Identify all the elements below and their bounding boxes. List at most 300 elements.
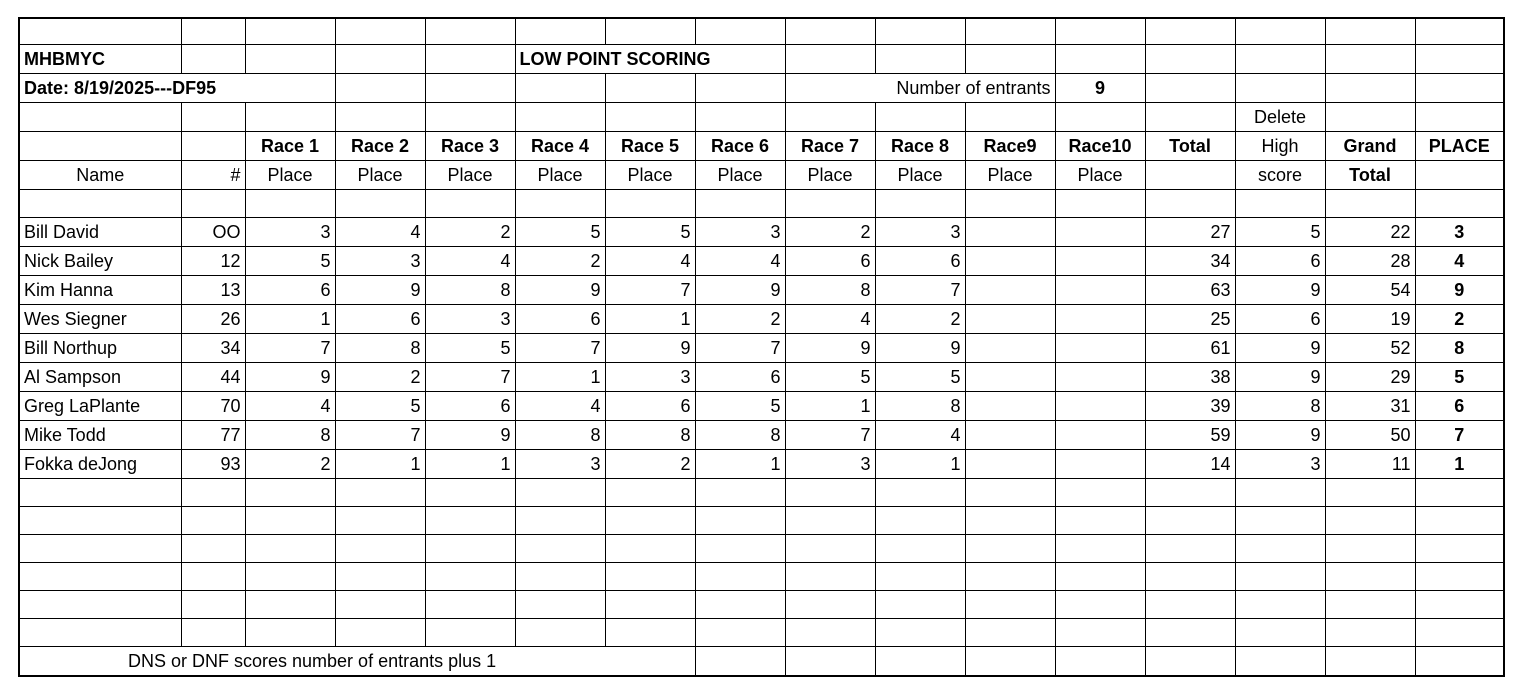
cell[interactable] <box>19 131 181 160</box>
cell[interactable] <box>695 618 785 646</box>
final-place[interactable]: 9 <box>1415 275 1504 304</box>
cell[interactable] <box>1055 646 1145 676</box>
cell[interactable] <box>335 590 425 618</box>
cell[interactable] <box>605 102 695 131</box>
sailor-name[interactable]: Nick Bailey <box>19 246 181 275</box>
cell[interactable] <box>181 534 245 562</box>
cell[interactable] <box>785 590 875 618</box>
place-subheader[interactable]: Place <box>425 160 515 189</box>
cell[interactable] <box>1415 646 1504 676</box>
final-place[interactable]: 3 <box>1415 217 1504 246</box>
cell[interactable] <box>1235 506 1325 534</box>
delete-high-score[interactable]: 5 <box>1235 217 1325 246</box>
cell[interactable] <box>1145 189 1235 217</box>
cell[interactable] <box>875 562 965 590</box>
race-header[interactable]: Race 4 <box>515 131 605 160</box>
cell[interactable] <box>1415 506 1504 534</box>
place-subheader[interactable]: Place <box>245 160 335 189</box>
cell[interactable] <box>695 478 785 506</box>
cell[interactable] <box>1145 646 1235 676</box>
cell[interactable] <box>1145 478 1235 506</box>
race-place[interactable]: 4 <box>425 246 515 275</box>
cell[interactable] <box>515 506 605 534</box>
cell[interactable] <box>1235 189 1325 217</box>
cell[interactable] <box>695 590 785 618</box>
cell[interactable] <box>785 562 875 590</box>
cell[interactable] <box>515 73 605 102</box>
sailor-name[interactable]: Kim Hanna <box>19 275 181 304</box>
number-header[interactable]: # <box>181 160 245 189</box>
race-place[interactable]: 6 <box>605 391 695 420</box>
race-header[interactable]: Race10 <box>1055 131 1145 160</box>
cell[interactable] <box>605 618 695 646</box>
cell[interactable] <box>1055 506 1145 534</box>
cell[interactable] <box>245 534 335 562</box>
name-header[interactable]: Name <box>19 160 181 189</box>
race-place[interactable] <box>1055 449 1145 478</box>
race-place[interactable]: 8 <box>695 420 785 449</box>
sailor-name[interactable]: Wes Siegner <box>19 304 181 333</box>
race-place[interactable]: 6 <box>785 246 875 275</box>
grand-header-line-2[interactable]: Total <box>1325 160 1415 189</box>
cell[interactable] <box>245 102 335 131</box>
race-place[interactable]: 5 <box>605 217 695 246</box>
race-place[interactable]: 9 <box>785 333 875 362</box>
cell[interactable] <box>695 562 785 590</box>
place-subheader[interactable]: Place <box>875 160 965 189</box>
cell[interactable] <box>1235 618 1325 646</box>
cell[interactable] <box>515 590 605 618</box>
cell[interactable] <box>515 534 605 562</box>
cell[interactable] <box>425 534 515 562</box>
race-place[interactable]: 1 <box>425 449 515 478</box>
race-place[interactable]: 1 <box>335 449 425 478</box>
cell[interactable] <box>335 534 425 562</box>
race-place[interactable]: 4 <box>785 304 875 333</box>
cell[interactable] <box>695 18 785 44</box>
cell[interactable] <box>1145 534 1235 562</box>
cell[interactable] <box>335 562 425 590</box>
sailor-name[interactable]: Greg LaPlante <box>19 391 181 420</box>
cell[interactable] <box>515 102 605 131</box>
cell[interactable] <box>19 506 181 534</box>
race-place[interactable]: 2 <box>605 449 695 478</box>
race-place[interactable]: 7 <box>245 333 335 362</box>
race-place[interactable]: 5 <box>515 217 605 246</box>
total-score[interactable]: 59 <box>1145 420 1235 449</box>
cell[interactable] <box>425 562 515 590</box>
cell[interactable] <box>335 618 425 646</box>
cell[interactable] <box>1325 18 1415 44</box>
cell[interactable] <box>785 506 875 534</box>
cell[interactable] <box>1415 73 1504 102</box>
race-place[interactable]: 6 <box>875 246 965 275</box>
total-score[interactable]: 61 <box>1145 333 1235 362</box>
cell[interactable] <box>875 534 965 562</box>
race-place[interactable] <box>1055 275 1145 304</box>
cell[interactable] <box>875 18 965 44</box>
cell[interactable] <box>1415 18 1504 44</box>
cell[interactable] <box>425 18 515 44</box>
cell[interactable] <box>425 478 515 506</box>
race-place[interactable]: 7 <box>695 333 785 362</box>
cell[interactable] <box>965 590 1055 618</box>
sail-number[interactable]: 44 <box>181 362 245 391</box>
place-subheader[interactable]: Place <box>695 160 785 189</box>
place-subheader[interactable]: Place <box>335 160 425 189</box>
cell[interactable] <box>245 618 335 646</box>
race-date[interactable]: Date: 8/19/2025---DF95 <box>19 73 335 102</box>
cell[interactable] <box>19 562 181 590</box>
cell[interactable] <box>695 73 785 102</box>
race-place[interactable] <box>965 217 1055 246</box>
cell[interactable] <box>1235 73 1325 102</box>
cell[interactable] <box>425 189 515 217</box>
cell[interactable] <box>1145 618 1235 646</box>
grand-total[interactable]: 52 <box>1325 333 1415 362</box>
cell[interactable] <box>1235 534 1325 562</box>
cell[interactable] <box>785 478 875 506</box>
race-place[interactable]: 9 <box>695 275 785 304</box>
delete-high-score[interactable]: 9 <box>1235 362 1325 391</box>
grand-total[interactable]: 22 <box>1325 217 1415 246</box>
race-place[interactable]: 3 <box>695 217 785 246</box>
cell[interactable] <box>1235 562 1325 590</box>
cell[interactable] <box>1325 562 1415 590</box>
grand-total[interactable]: 50 <box>1325 420 1415 449</box>
cell[interactable] <box>1415 44 1504 73</box>
cell[interactable] <box>245 189 335 217</box>
cell[interactable] <box>1055 18 1145 44</box>
cell[interactable] <box>965 562 1055 590</box>
total-score[interactable]: 38 <box>1145 362 1235 391</box>
race-place[interactable]: 3 <box>605 362 695 391</box>
race-place[interactable]: 6 <box>425 391 515 420</box>
cell[interactable] <box>335 18 425 44</box>
total-header[interactable]: Total <box>1145 131 1235 160</box>
cell[interactable] <box>1235 646 1325 676</box>
cell[interactable] <box>1415 590 1504 618</box>
delete-high-score[interactable]: 3 <box>1235 449 1325 478</box>
race-place[interactable]: 4 <box>695 246 785 275</box>
cell[interactable] <box>515 618 605 646</box>
race-place[interactable]: 3 <box>875 217 965 246</box>
cell[interactable] <box>875 646 965 676</box>
final-place[interactable]: 8 <box>1415 333 1504 362</box>
cell[interactable] <box>245 562 335 590</box>
total-score[interactable]: 27 <box>1145 217 1235 246</box>
race-place[interactable] <box>1055 333 1145 362</box>
cell[interactable] <box>1415 102 1504 131</box>
cell[interactable] <box>1235 590 1325 618</box>
cell[interactable] <box>181 18 245 44</box>
race-place[interactable] <box>1055 362 1145 391</box>
cell[interactable] <box>1055 102 1145 131</box>
cell[interactable] <box>19 102 181 131</box>
cell[interactable] <box>1055 478 1145 506</box>
race-place[interactable] <box>1055 246 1145 275</box>
race-place[interactable]: 1 <box>875 449 965 478</box>
cell[interactable] <box>515 478 605 506</box>
cell[interactable] <box>1325 646 1415 676</box>
cell[interactable] <box>1235 18 1325 44</box>
cell[interactable] <box>1145 18 1235 44</box>
cell[interactable] <box>1415 160 1504 189</box>
cell[interactable] <box>605 189 695 217</box>
sailor-name[interactable]: Bill David <box>19 217 181 246</box>
cell[interactable] <box>19 478 181 506</box>
cell[interactable] <box>245 478 335 506</box>
race-place[interactable] <box>965 333 1055 362</box>
race-place[interactable]: 7 <box>515 333 605 362</box>
race-header[interactable]: Race 5 <box>605 131 695 160</box>
cell[interactable] <box>695 102 785 131</box>
sailor-name[interactable]: Fokka deJong <box>19 449 181 478</box>
cell[interactable] <box>605 73 695 102</box>
cell[interactable] <box>605 478 695 506</box>
race-place[interactable]: 4 <box>335 217 425 246</box>
race-place[interactable]: 4 <box>515 391 605 420</box>
cell[interactable] <box>1325 534 1415 562</box>
cell[interactable] <box>245 18 335 44</box>
race-place[interactable] <box>965 449 1055 478</box>
place-subheader[interactable]: Place <box>605 160 695 189</box>
cell[interactable] <box>785 102 875 131</box>
final-place[interactable]: 2 <box>1415 304 1504 333</box>
race-place[interactable] <box>965 362 1055 391</box>
race-place[interactable]: 1 <box>785 391 875 420</box>
race-header[interactable]: Race 1 <box>245 131 335 160</box>
cell[interactable] <box>181 131 245 160</box>
race-place[interactable]: 6 <box>245 275 335 304</box>
cell[interactable] <box>1055 44 1145 73</box>
cell[interactable] <box>19 618 181 646</box>
cell[interactable] <box>1055 189 1145 217</box>
grand-total[interactable]: 29 <box>1325 362 1415 391</box>
race-place[interactable]: 9 <box>335 275 425 304</box>
total-score[interactable]: 63 <box>1145 275 1235 304</box>
cell[interactable] <box>181 478 245 506</box>
race-place[interactable]: 9 <box>515 275 605 304</box>
race-place[interactable]: 8 <box>875 391 965 420</box>
cell[interactable] <box>965 44 1055 73</box>
cell[interactable] <box>785 618 875 646</box>
cell[interactable] <box>335 44 425 73</box>
cell[interactable] <box>1235 44 1325 73</box>
cell[interactable] <box>965 189 1055 217</box>
cell[interactable] <box>1145 44 1235 73</box>
race-header[interactable]: Race9 <box>965 131 1055 160</box>
cell[interactable] <box>335 102 425 131</box>
race-place[interactable]: 7 <box>605 275 695 304</box>
race-place[interactable]: 9 <box>875 333 965 362</box>
delete-high-score[interactable]: 9 <box>1235 275 1325 304</box>
cell[interactable] <box>1145 562 1235 590</box>
race-header[interactable]: Race 2 <box>335 131 425 160</box>
cell[interactable] <box>335 478 425 506</box>
cell[interactable] <box>785 44 875 73</box>
sail-number[interactable]: 26 <box>181 304 245 333</box>
race-place[interactable] <box>965 246 1055 275</box>
cell[interactable] <box>1235 478 1325 506</box>
race-place[interactable]: 5 <box>875 362 965 391</box>
sail-number[interactable]: 13 <box>181 275 245 304</box>
race-place[interactable]: 7 <box>785 420 875 449</box>
race-place[interactable]: 5 <box>335 391 425 420</box>
cell[interactable] <box>425 73 515 102</box>
race-place[interactable]: 8 <box>785 275 875 304</box>
sail-number[interactable]: 93 <box>181 449 245 478</box>
cell[interactable] <box>425 506 515 534</box>
race-header[interactable]: Race 8 <box>875 131 965 160</box>
race-place[interactable]: 3 <box>245 217 335 246</box>
cell[interactable] <box>1325 590 1415 618</box>
cell[interactable] <box>1055 562 1145 590</box>
cell[interactable] <box>1415 534 1504 562</box>
cell[interactable] <box>695 534 785 562</box>
cell[interactable] <box>19 590 181 618</box>
race-place[interactable] <box>1055 304 1145 333</box>
cell[interactable] <box>1145 506 1235 534</box>
cell[interactable] <box>1325 618 1415 646</box>
cell[interactable] <box>181 189 245 217</box>
cell[interactable] <box>605 18 695 44</box>
race-place[interactable]: 7 <box>335 420 425 449</box>
sailor-name[interactable]: Mike Todd <box>19 420 181 449</box>
race-header[interactable]: Race 7 <box>785 131 875 160</box>
race-place[interactable]: 3 <box>515 449 605 478</box>
race-place[interactable]: 2 <box>515 246 605 275</box>
final-place[interactable]: 5 <box>1415 362 1504 391</box>
cell[interactable] <box>1145 590 1235 618</box>
cell[interactable] <box>1415 618 1504 646</box>
race-place[interactable]: 5 <box>785 362 875 391</box>
cell[interactable] <box>181 44 245 73</box>
cell[interactable] <box>1325 478 1415 506</box>
cell[interactable] <box>875 102 965 131</box>
place-subheader[interactable]: Place <box>785 160 875 189</box>
cell[interactable] <box>875 590 965 618</box>
cell[interactable] <box>1055 618 1145 646</box>
delete-high-score[interactable]: 9 <box>1235 420 1325 449</box>
final-place[interactable]: 1 <box>1415 449 1504 478</box>
race-place[interactable]: 4 <box>605 246 695 275</box>
cell[interactable] <box>965 618 1055 646</box>
race-place[interactable] <box>965 391 1055 420</box>
footnote[interactable]: DNS or DNF scores number of entrants plus 1 <box>19 646 695 676</box>
cell[interactable] <box>425 102 515 131</box>
cell[interactable] <box>785 646 875 676</box>
final-place[interactable]: 4 <box>1415 246 1504 275</box>
cell[interactable] <box>605 506 695 534</box>
race-place[interactable] <box>1055 217 1145 246</box>
entrants-value[interactable]: 9 <box>1055 73 1145 102</box>
cell[interactable] <box>1415 562 1504 590</box>
race-place[interactable]: 1 <box>245 304 335 333</box>
cell[interactable] <box>1055 590 1145 618</box>
cell[interactable] <box>965 534 1055 562</box>
grand-total[interactable]: 28 <box>1325 246 1415 275</box>
cell[interactable] <box>965 18 1055 44</box>
race-place[interactable]: 4 <box>875 420 965 449</box>
race-header[interactable]: Race 3 <box>425 131 515 160</box>
cell[interactable] <box>1325 44 1415 73</box>
cell[interactable] <box>875 478 965 506</box>
place-subheader[interactable]: Place <box>965 160 1055 189</box>
delete-high-score[interactable]: 9 <box>1235 333 1325 362</box>
cell[interactable] <box>425 44 515 73</box>
race-place[interactable]: 5 <box>245 246 335 275</box>
sail-number[interactable]: 34 <box>181 333 245 362</box>
cell[interactable] <box>875 44 965 73</box>
cell[interactable] <box>965 102 1055 131</box>
cell[interactable] <box>875 618 965 646</box>
race-place[interactable]: 3 <box>785 449 875 478</box>
cell[interactable] <box>605 534 695 562</box>
race-place[interactable]: 6 <box>515 304 605 333</box>
cell[interactable] <box>875 506 965 534</box>
race-place[interactable]: 9 <box>245 362 335 391</box>
race-place[interactable]: 7 <box>875 275 965 304</box>
place-subheader[interactable]: Place <box>515 160 605 189</box>
race-place[interactable] <box>965 275 1055 304</box>
race-place[interactable]: 3 <box>425 304 515 333</box>
cell[interactable] <box>1325 189 1415 217</box>
grand-total[interactable]: 19 <box>1325 304 1415 333</box>
race-place[interactable]: 5 <box>425 333 515 362</box>
race-place[interactable]: 1 <box>695 449 785 478</box>
cell[interactable] <box>245 506 335 534</box>
sail-number[interactable]: 77 <box>181 420 245 449</box>
race-header[interactable]: Race 6 <box>695 131 785 160</box>
cell[interactable] <box>19 189 181 217</box>
cell[interactable] <box>19 534 181 562</box>
cell[interactable] <box>515 562 605 590</box>
cell[interactable] <box>181 590 245 618</box>
grand-total[interactable]: 11 <box>1325 449 1415 478</box>
race-place[interactable]: 6 <box>335 304 425 333</box>
final-place[interactable]: 6 <box>1415 391 1504 420</box>
race-place[interactable] <box>1055 391 1145 420</box>
cell[interactable] <box>1145 73 1235 102</box>
cell[interactable] <box>245 590 335 618</box>
race-place[interactable]: 8 <box>335 333 425 362</box>
race-place[interactable]: 1 <box>515 362 605 391</box>
sail-number[interactable]: OO <box>181 217 245 246</box>
place-subheader[interactable]: Place <box>1055 160 1145 189</box>
race-place[interactable]: 8 <box>605 420 695 449</box>
cell[interactable] <box>1325 102 1415 131</box>
cell[interactable] <box>1415 189 1504 217</box>
race-place[interactable]: 8 <box>245 420 335 449</box>
grand-header-line-1[interactable]: Grand <box>1325 131 1415 160</box>
cell[interactable] <box>515 18 605 44</box>
race-place[interactable]: 4 <box>245 391 335 420</box>
race-place[interactable] <box>965 420 1055 449</box>
race-place[interactable] <box>1055 420 1145 449</box>
cell[interactable] <box>605 562 695 590</box>
cell[interactable] <box>1325 506 1415 534</box>
cell[interactable] <box>181 506 245 534</box>
cell[interactable] <box>605 590 695 618</box>
delete-high-score[interactable]: 6 <box>1235 246 1325 275</box>
entrants-label[interactable]: Number of entrants <box>785 73 1055 102</box>
total-score[interactable]: 39 <box>1145 391 1235 420</box>
cell[interactable] <box>965 646 1055 676</box>
cell[interactable] <box>335 506 425 534</box>
race-place[interactable]: 2 <box>695 304 785 333</box>
cell[interactable] <box>335 73 425 102</box>
